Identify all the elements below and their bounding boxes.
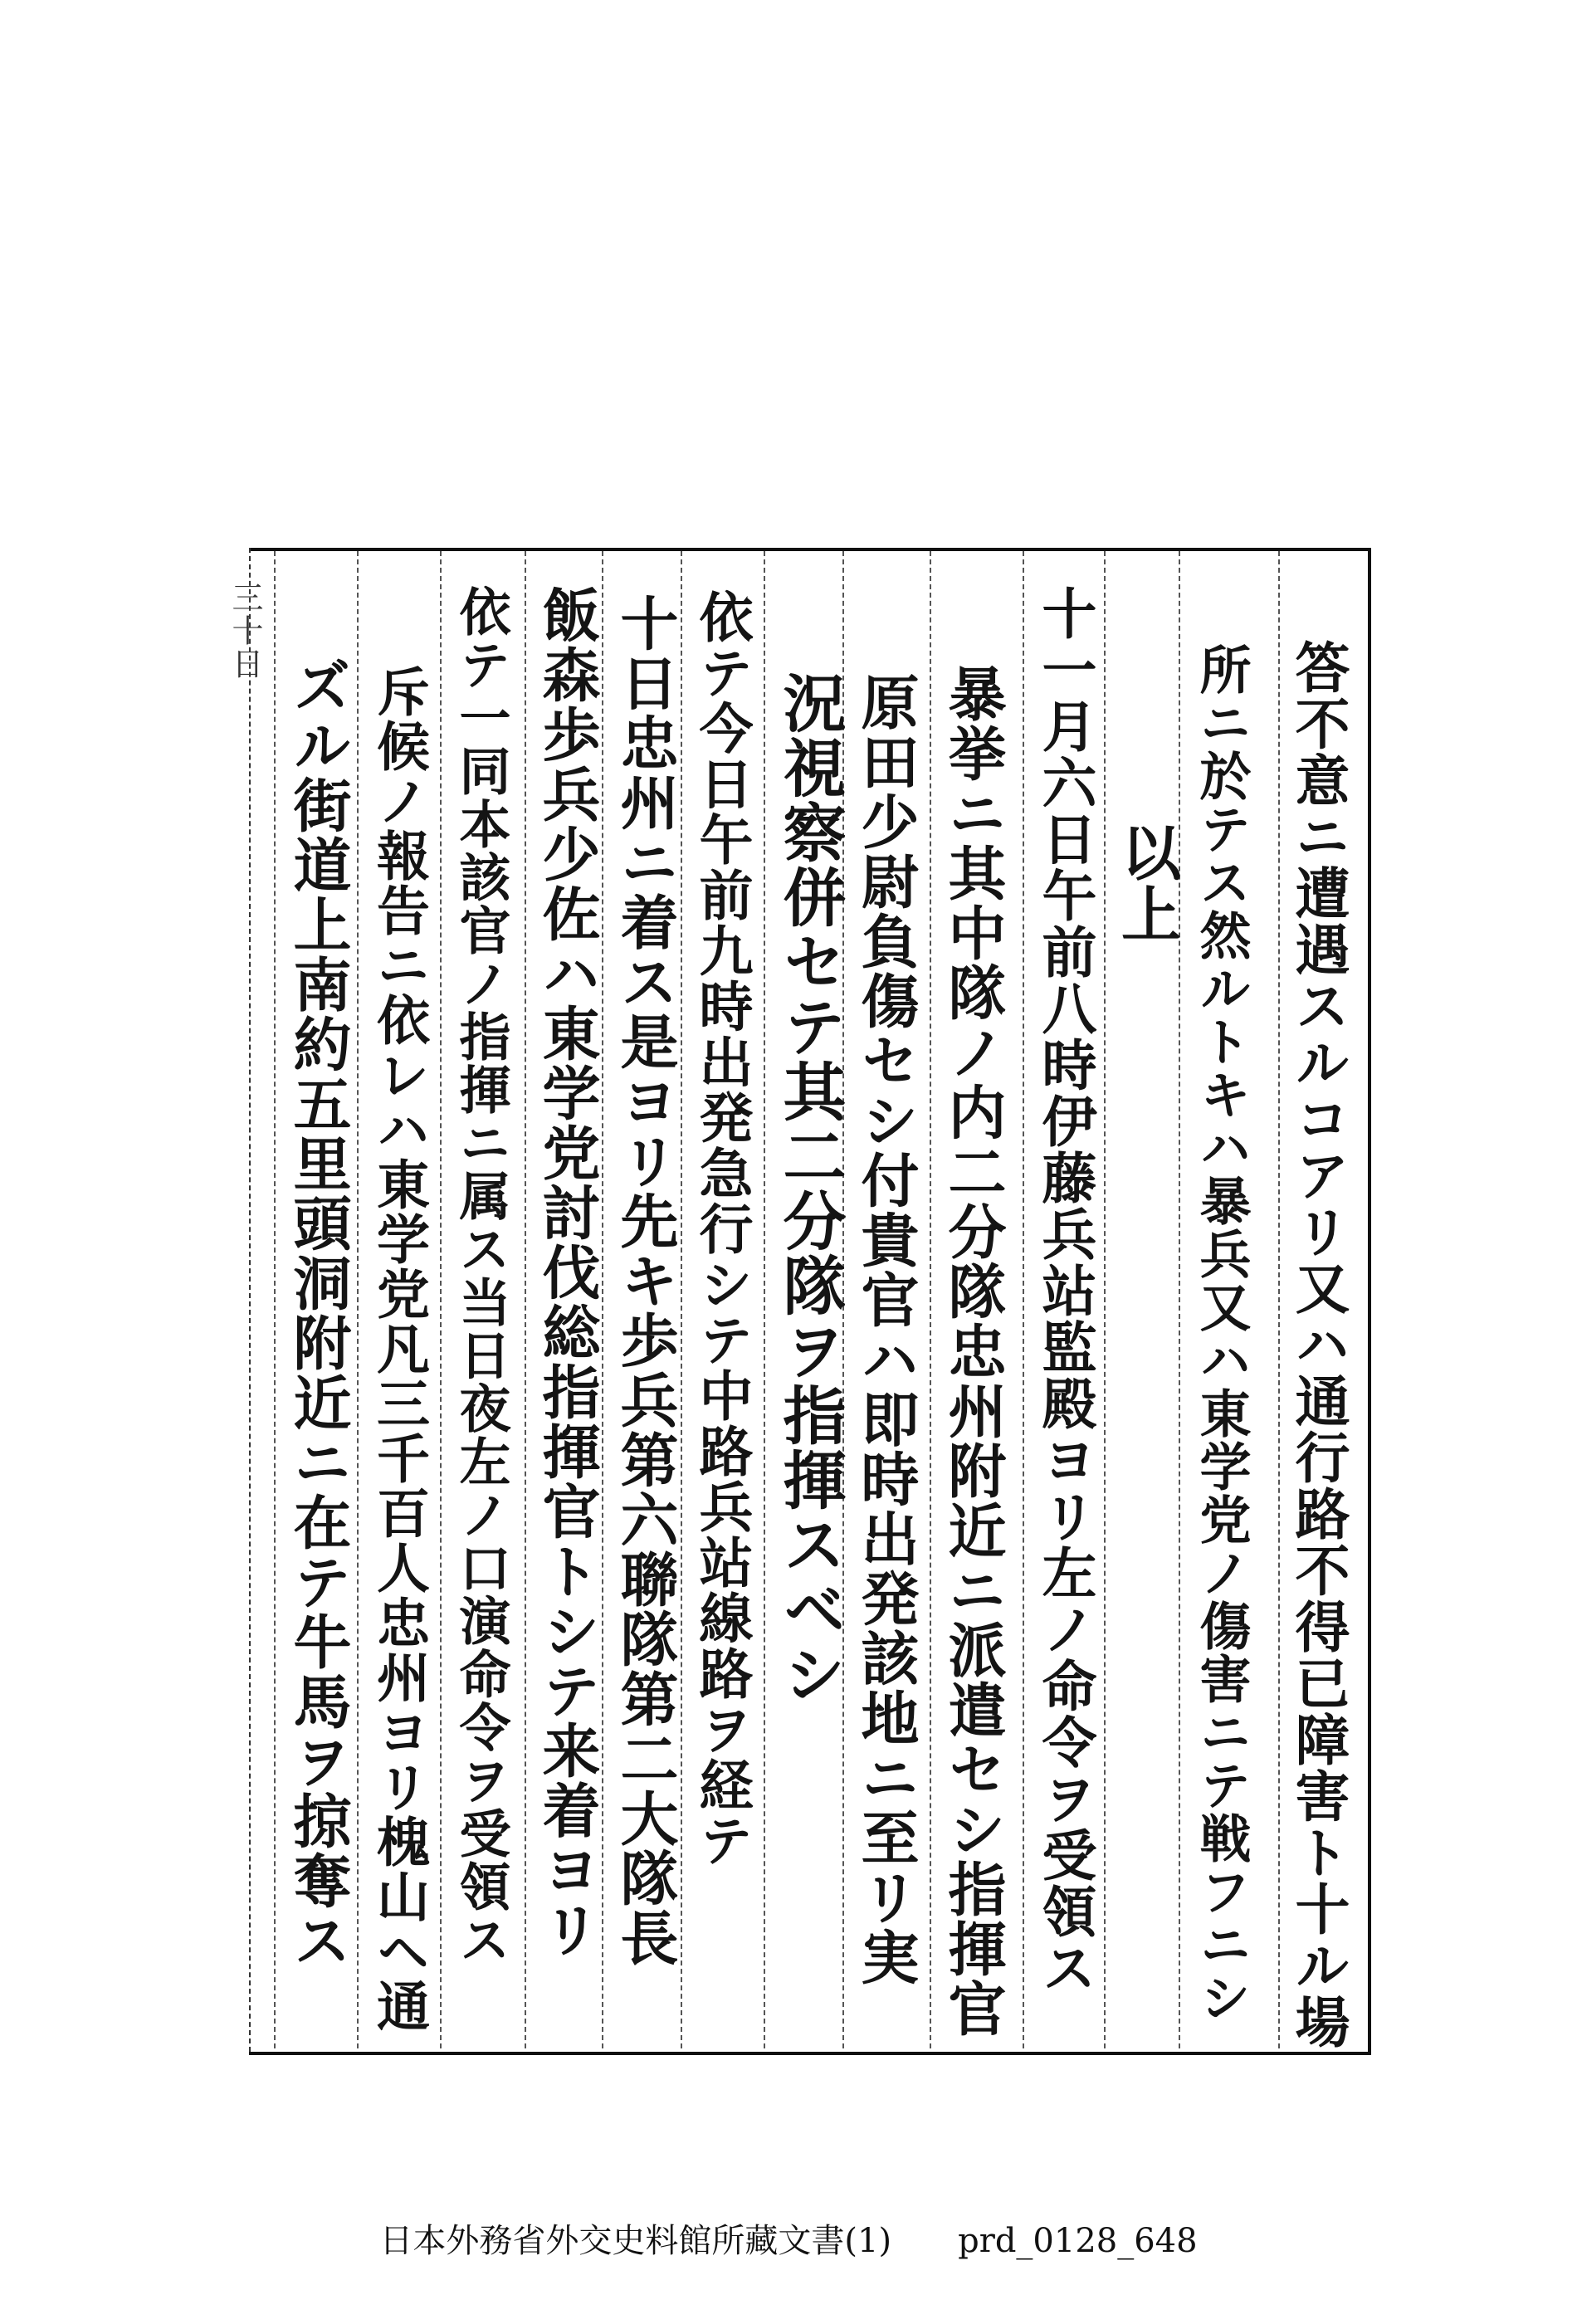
text-column-1: 答不意ニ遭遇スルコアリ又ハ通行路不得已障害ト十ル場 (1286, 639, 1350, 2050)
column-rule (274, 551, 276, 2048)
page-caption (0, 2214, 1577, 2262)
column-rule (357, 551, 359, 2048)
text-column-8: 依テ今日午前九時出発急行シテ中路兵站線路ヲ経テ (690, 589, 753, 1868)
text-column-13: ズル街道上南約五里頭洞附近ニ在テ牛馬ヲ掠奪ス (284, 656, 353, 1970)
page-id-caption: prd_0128_648 (958, 2222, 1198, 2260)
column-rule (1278, 551, 1280, 2048)
column-rule (764, 551, 765, 2048)
column-rule (525, 551, 526, 2048)
text-column-5: 暴挙ニ其中隊ノ内二分隊忠州附近ニ派遣セシ指揮官 (939, 664, 1008, 2038)
text-column-12: 斥候ノ報告ニ依レハ東学党凡三千百人忠州ヨリ槐山ヘ通 (368, 664, 430, 2034)
text-column-10: 飯森歩兵少佐ハ東学党討伐総指揮官トシテ来着ヨリ (533, 585, 602, 1960)
marginal-note: 三十日 (227, 581, 263, 681)
collection-caption: 日本外務省外交史料館所藏文書(1) (379, 2222, 892, 2260)
column-rule (1104, 551, 1106, 2048)
column-rule (681, 551, 682, 2048)
text-column-9: 十日忠州ニ着ス是ヨリ先キ歩兵第六聯隊第二大隊長 (611, 593, 680, 1968)
text-column-2: 所ニ於テス然ルトキハ暴兵又ハ東学党ノ傷害ニテ戦フニシ (1191, 643, 1252, 2024)
column-rule (602, 551, 603, 2048)
column-rule (1179, 551, 1180, 2048)
text-column-6: 原田少尉負傷セシ付貴官ハ即時出発該地ニ至リ実 (852, 672, 920, 1987)
text-column-3: 以上 (1111, 822, 1182, 945)
text-column-7: 況視察併セテ其二分隊ヲ指揮スベシ (773, 671, 847, 1706)
frame-left-edge (249, 548, 251, 2052)
column-rule (930, 551, 931, 2048)
column-rule (440, 551, 442, 2048)
text-column-11: 依テ一同本該官ノ指揮ニ属ス当日夜左ノ口演命令ヲ受領ス (451, 585, 511, 1966)
column-rule (1023, 551, 1024, 2048)
text-column-4: 十一月六日午前八時伊藤兵站監殿ヨリ左ノ命令ヲ受領ス (1033, 585, 1097, 1996)
